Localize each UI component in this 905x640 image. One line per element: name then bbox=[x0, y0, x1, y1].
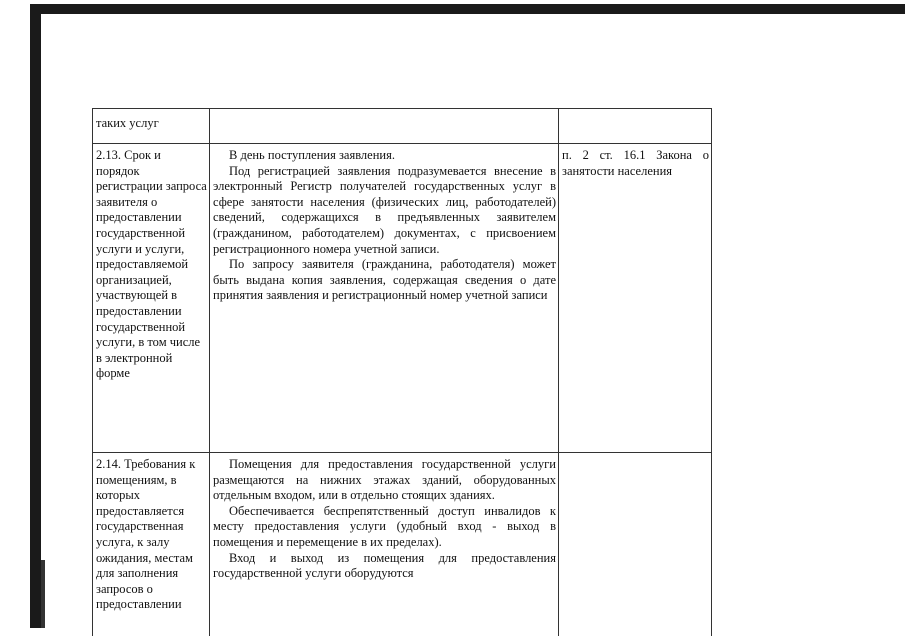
table-row bbox=[93, 109, 712, 144]
regulation-table bbox=[92, 108, 712, 636]
cell-legal-basis bbox=[559, 453, 712, 637]
cell-content bbox=[210, 453, 559, 637]
table-row bbox=[93, 144, 712, 453]
paragraph: Обеспечивается беспрепятственный доступ инвалидов к месту предоставления услуги (удобный вход - выход в помещения и перемещение в их пределах). bbox=[213, 503, 556, 549]
table-row bbox=[93, 453, 712, 637]
paragraph: Под регистрацией заявления подразумевается внесение в электронный Регистр получателей государственных услуг в сфере занятости населения (физических лиц, работодателей) сведений, содержащихся в предъявленных заявителем (гражданином, работодателем) документах, с присвоением регистрационного номера учетной записи. bbox=[213, 163, 556, 256]
cell-requirement: 2.14. Требования к помещениям, в которых предоставляется государственная услуга, к залу ожидания, местам для заполнения запросов о предоставлении bbox=[93, 453, 210, 637]
paragraph: В день поступления заявления. bbox=[229, 148, 395, 162]
cell-legal-basis: п. 2 ст. 16.1 Закона о занятости населения bbox=[559, 144, 712, 453]
cell-requirement: 2.13. Срок и порядок регистрации запроса заявителя о предоставлении государственной услуги и услуги, предоставляемой организацией, участвующей в предоставлении государственной услуги, в том числе в электронной форме bbox=[93, 144, 210, 453]
cell-requirement: таких услуг bbox=[93, 109, 210, 144]
cell-content bbox=[210, 109, 559, 144]
paragraph: По запросу заявителя (гражданина, работодателя) может быть выдана копия заявления, содержащая сведения о дате принятия заявления и регистрационный номер учетной записи bbox=[213, 257, 556, 303]
paragraph: Помещения для предоставления государственной услуги размещаются на нижних этажах зданий, оборудованных отдельным входом, или в отдельно стоящих зданиях. bbox=[213, 457, 556, 503]
cell-legal-basis bbox=[559, 109, 712, 144]
paragraph: Вход и выход из помещения для предоставления государственной услуги оборудуются bbox=[213, 550, 556, 581]
cell-content bbox=[210, 144, 559, 453]
